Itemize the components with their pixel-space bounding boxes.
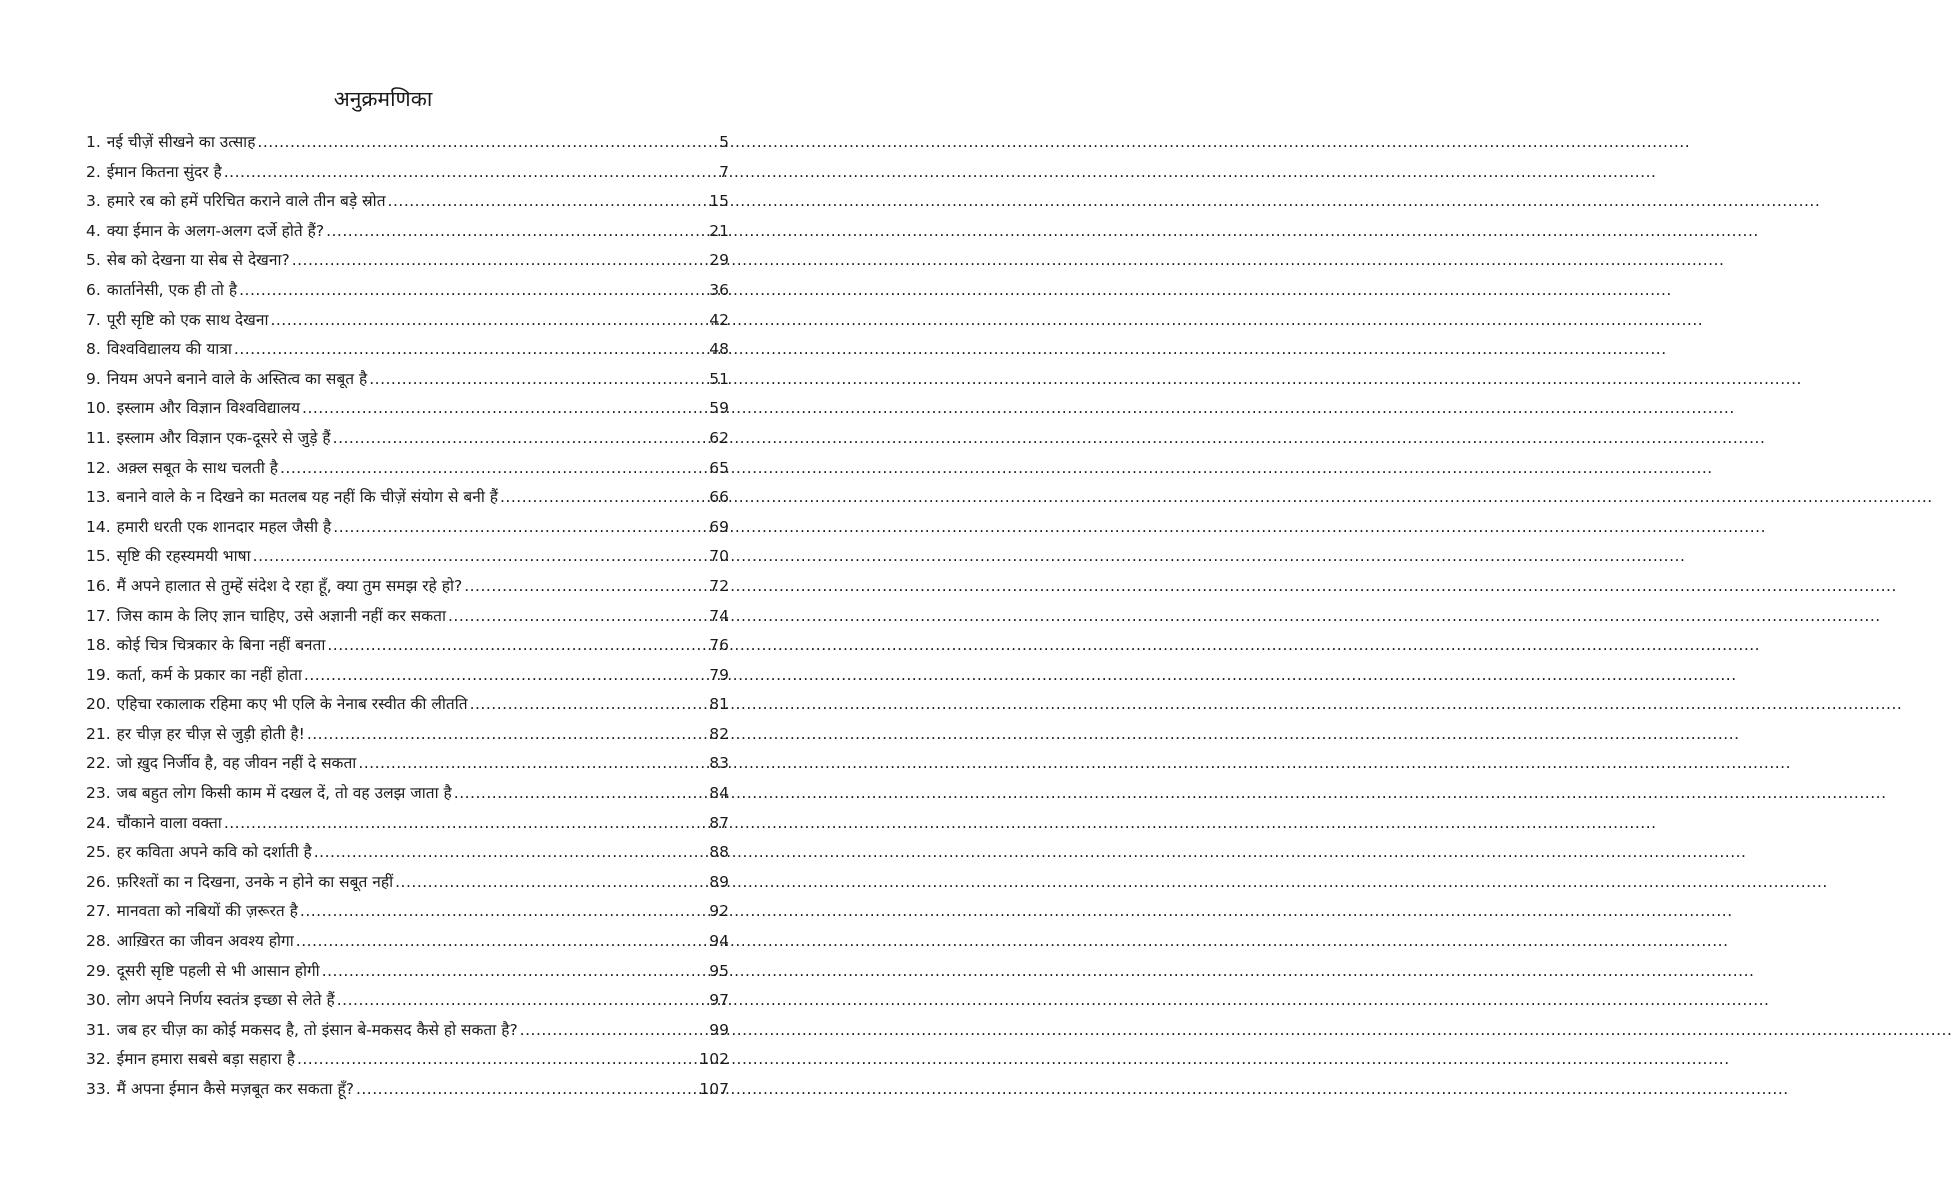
toc-dot-leader — [253, 542, 709, 572]
toc-dot-leader — [395, 868, 708, 898]
toc-entry-page-number: 94 — [709, 932, 729, 951]
toc-entry-number: 28. — [86, 932, 111, 951]
toc-entry — [86, 246, 729, 276]
toc-entry-title: नियम अपने बनाने वाले के अस्तित्व का सबूत है — [106, 369, 368, 388]
toc-entry-page-number: 76 — [709, 636, 729, 655]
toc-dot-leader — [270, 306, 708, 336]
toc-entry-number: 15. — [86, 547, 111, 566]
toc-entry-title: चौंकाने वाला वक्ता — [116, 813, 222, 832]
toc-entry-number: 10. — [86, 399, 111, 418]
toc-entry-title: हमारे रब को हमें परिचित कराने वाले तीन बड़े स्रोत — [106, 192, 386, 211]
page-title: अनुक्रमणिका — [333, 87, 433, 111]
toc-entry-page-number: 7 — [719, 162, 729, 181]
toc-entry-number: 29. — [86, 961, 111, 980]
toc-entry-title: आख़िरत का जीवन अवश्य होगा — [116, 932, 294, 951]
toc-entry — [86, 306, 729, 336]
toc-dot-leader — [388, 187, 709, 217]
toc-entry — [86, 424, 729, 454]
toc-dot-leader — [448, 602, 708, 632]
toc-entry — [86, 454, 729, 484]
toc-entry-title: इस्लाम और विज्ञान विश्वविद्यालय — [116, 399, 301, 418]
toc-entry-title: दूसरी सृष्टि पहली से भी आसान होगी — [116, 961, 320, 980]
toc-entry-number: 9. — [86, 369, 101, 388]
toc-entry-page-number: 72 — [709, 576, 729, 595]
toc-entry-page-number: 5 — [719, 133, 729, 151]
toc-entry-page-number: 69 — [709, 517, 729, 536]
toc-dot-leader — [333, 424, 709, 454]
toc-dot-leader — [327, 631, 708, 661]
toc-entry-page-number: 107 — [699, 1080, 729, 1098]
toc-entry-number: 11. — [86, 428, 111, 447]
toc-entry-number: 17. — [86, 606, 111, 625]
toc-entry — [86, 483, 729, 513]
toc-entry — [86, 1016, 729, 1046]
toc-entry-title: पूरी सृष्टि को एक साथ देखना — [106, 310, 269, 329]
toc-dot-leader — [224, 809, 708, 839]
toc-entry-page-number: 29 — [709, 251, 729, 270]
toc-dot-leader — [356, 1075, 698, 1105]
toc-dot-leader — [464, 572, 708, 602]
toc-entry — [86, 513, 729, 543]
toc-entry-title: जिस काम के लिए ज्ञान चाहिए, उसे अज्ञानी नहीं कर सकता — [116, 606, 446, 625]
toc-entry — [86, 335, 729, 365]
toc-dot-leader — [333, 513, 708, 543]
toc-entry-page-number: 97 — [709, 991, 729, 1010]
toc-entry-number: 4. — [86, 221, 101, 240]
toc-entry — [86, 809, 729, 839]
toc-entry-title: जब बहुत लोग किसी काम में दखल दें, तो वह उलझ जाता है — [116, 784, 452, 803]
toc-entry-title: नई चीज़ें सीखने का उत्साह — [106, 133, 256, 151]
toc-entry-title: ईमान कितना सुंदर है — [106, 162, 222, 181]
toc-entry — [86, 187, 729, 217]
toc-dot-leader — [296, 927, 709, 957]
toc-entry-page-number: 62 — [709, 428, 729, 447]
toc-entry — [86, 690, 729, 720]
toc-dot-leader — [280, 454, 708, 484]
toc-dot-leader — [520, 1016, 709, 1046]
toc-entry-number: 26. — [86, 872, 111, 891]
toc-entry-number: 24. — [86, 813, 111, 832]
toc-entry-page-number: 82 — [709, 724, 729, 743]
toc-entry-page-number: 70 — [709, 547, 729, 566]
toc-entry-title: जो ख़ुद निर्जीव है, वह जीवन नहीं दे सकता — [116, 754, 357, 773]
toc-entry — [86, 276, 729, 306]
toc-dot-leader — [257, 128, 718, 158]
toc-entry-title: एहिचा रकालाक रहिमा कए भी एलि के नेनाब रस्वीत की लीतति — [116, 695, 468, 714]
toc-entry-title: कार्तानेसी, एक ही तो है — [106, 280, 238, 299]
toc-entry-page-number: 87 — [709, 813, 729, 832]
toc-entry-number: 1. — [86, 133, 101, 151]
toc-entry — [86, 1045, 729, 1075]
toc-dot-leader — [358, 749, 708, 779]
toc-entry — [86, 158, 729, 188]
toc-dot-leader — [454, 779, 709, 809]
toc-entry — [86, 868, 729, 898]
table-of-contents — [86, 128, 729, 1105]
toc-entry — [86, 957, 729, 987]
toc-dot-leader — [302, 394, 708, 424]
toc-dot-leader — [369, 365, 708, 395]
toc-entry — [86, 542, 729, 572]
toc-entry-page-number: 48 — [709, 340, 729, 359]
toc-entry-number: 23. — [86, 784, 111, 803]
toc-entry-title: फ़रिश्तों का न दिखना, उनके न होने का सबूत नहीं — [116, 872, 394, 891]
toc-entry-page-number: 42 — [709, 310, 729, 329]
toc-entry-page-number: 21 — [709, 221, 729, 240]
toc-entry-page-number: 74 — [709, 606, 729, 625]
toc-entry-number: 21. — [86, 724, 111, 743]
toc-entry-title: हमारी धरती एक शानदार महल जैसी है — [116, 517, 332, 536]
toc-entry-number: 18. — [86, 636, 111, 655]
toc-dot-leader — [304, 661, 708, 691]
toc-dot-leader — [307, 720, 708, 750]
toc-dot-leader — [322, 957, 709, 987]
toc-dot-leader — [337, 986, 709, 1016]
toc-entry-page-number: 59 — [709, 399, 729, 418]
toc-entry-title: सेब को देखना या सेब से देखना? — [106, 251, 290, 270]
toc-entry — [86, 1075, 729, 1105]
toc-entry-page-number: 51 — [709, 369, 729, 388]
toc-entry-page-number: 15 — [709, 192, 729, 211]
toc-entry-title: क्या ईमान के अलग-अलग दर्जे होते हैं? — [106, 221, 325, 240]
toc-entry — [86, 897, 729, 927]
toc-entry-number: 14. — [86, 517, 111, 536]
toc-entry-title: इस्लाम और विज्ञान एक-दूसरे से जुड़े हैं — [116, 428, 331, 447]
document-page — [0, 0, 766, 1191]
toc-entry-title: हर कविता अपने कवि को दर्शाती है — [116, 843, 312, 862]
toc-entry-number: 6. — [86, 280, 101, 299]
toc-entry — [86, 986, 729, 1016]
toc-entry-number: 7. — [86, 310, 101, 329]
toc-entry-title: कर्ता, कर्म के प्रकार का नहीं होता — [116, 665, 302, 684]
toc-entry-number: 32. — [86, 1050, 111, 1069]
toc-entry-page-number: 66 — [709, 488, 729, 507]
toc-dot-leader — [470, 690, 709, 720]
toc-entry-title: सृष्टि की रहस्यमयी भाषा — [116, 547, 251, 566]
toc-entry-title: मैं अपने हालात से तुम्हें संदेश दे रहा हूँ, क्या तुम समझ रहे हो? — [116, 576, 463, 595]
toc-entry — [86, 779, 729, 809]
toc-entry-page-number: 83 — [709, 754, 729, 773]
toc-dot-leader — [314, 838, 709, 868]
toc-dot-leader — [297, 1045, 698, 1075]
toc-entry-page-number: 99 — [709, 1020, 729, 1039]
toc-entry-title: विश्वविद्यालय की यात्रा — [106, 340, 232, 359]
toc-entry — [86, 572, 729, 602]
toc-entry-number: 20. — [86, 695, 111, 714]
toc-entry-title: मैं अपना ईमान कैसे मज़बूत कर सकता हूँ? — [116, 1080, 354, 1098]
toc-entry — [86, 661, 729, 691]
toc-entry-number: 22. — [86, 754, 111, 773]
toc-entry-title: बनाने वाले के न दिखने का मतलब यह नहीं कि चीज़ें संयोग से बनी हैं — [116, 488, 498, 507]
toc-entry — [86, 394, 729, 424]
toc-entry-title: अक़्ल सबूत के साथ चलती है — [116, 458, 278, 477]
toc-entry-number: 27. — [86, 902, 111, 921]
toc-entry-title: लोग अपने निर्णय स्वतंत्र इच्छा से लेते हैं — [116, 991, 335, 1010]
toc-entry-page-number: 81 — [709, 695, 729, 714]
toc-entry — [86, 838, 729, 868]
toc-entry-page-number: 65 — [709, 458, 729, 477]
toc-entry — [86, 217, 729, 247]
toc-entry-number: 31. — [86, 1020, 111, 1039]
toc-entry-page-number: 84 — [709, 784, 729, 803]
toc-entry — [86, 365, 729, 395]
toc-entry-page-number: 79 — [709, 665, 729, 684]
toc-entry-number: 33. — [86, 1080, 111, 1098]
toc-dot-leader — [500, 483, 708, 513]
toc-entry-title: कोई चित्र चित्रकार के बिना नहीं बनता — [116, 636, 326, 655]
toc-entry-page-number: 36 — [709, 280, 729, 299]
toc-entry-number: 25. — [86, 843, 111, 862]
toc-entry-number: 12. — [86, 458, 111, 477]
toc-entry-page-number: 88 — [709, 843, 729, 862]
toc-dot-leader — [326, 217, 708, 247]
toc-entry-number: 2. — [86, 162, 101, 181]
toc-dot-leader — [292, 246, 709, 276]
toc-entry — [86, 749, 729, 779]
toc-entry — [86, 720, 729, 750]
toc-entry-number: 16. — [86, 576, 111, 595]
toc-dot-leader — [300, 897, 708, 927]
toc-entry — [86, 927, 729, 957]
toc-entry-page-number: 95 — [709, 961, 729, 980]
toc-entry — [86, 631, 729, 661]
toc-entry-number: 3. — [86, 192, 101, 211]
toc-entry-number: 5. — [86, 251, 101, 270]
toc-entry-number: 8. — [86, 340, 101, 359]
toc-entry-page-number: 89 — [709, 872, 729, 891]
toc-entry — [86, 602, 729, 632]
toc-entry-number: 13. — [86, 488, 111, 507]
toc-entry-number: 19. — [86, 665, 111, 684]
toc-entry-page-number: 102 — [699, 1050, 729, 1069]
toc-entry-number: 30. — [86, 991, 111, 1010]
toc-dot-leader — [234, 335, 708, 365]
toc-dot-leader — [224, 158, 718, 188]
toc-entry-title: मानवता को नबियों की ज़रूरत है — [116, 902, 298, 921]
toc-entry-title: हर चीज़ हर चीज़ से जुड़ी होती है! — [116, 724, 305, 743]
toc-dot-leader — [239, 276, 708, 306]
toc-entry-title: जब हर चीज़ का कोई मकसद है, तो इंसान बे-मकसद कैसे हो सकता है? — [116, 1020, 518, 1039]
toc-entry-page-number: 92 — [709, 902, 729, 921]
toc-entry — [86, 128, 729, 158]
toc-entry-title: ईमान हमारा सबसे बड़ा सहारा है — [116, 1050, 295, 1069]
